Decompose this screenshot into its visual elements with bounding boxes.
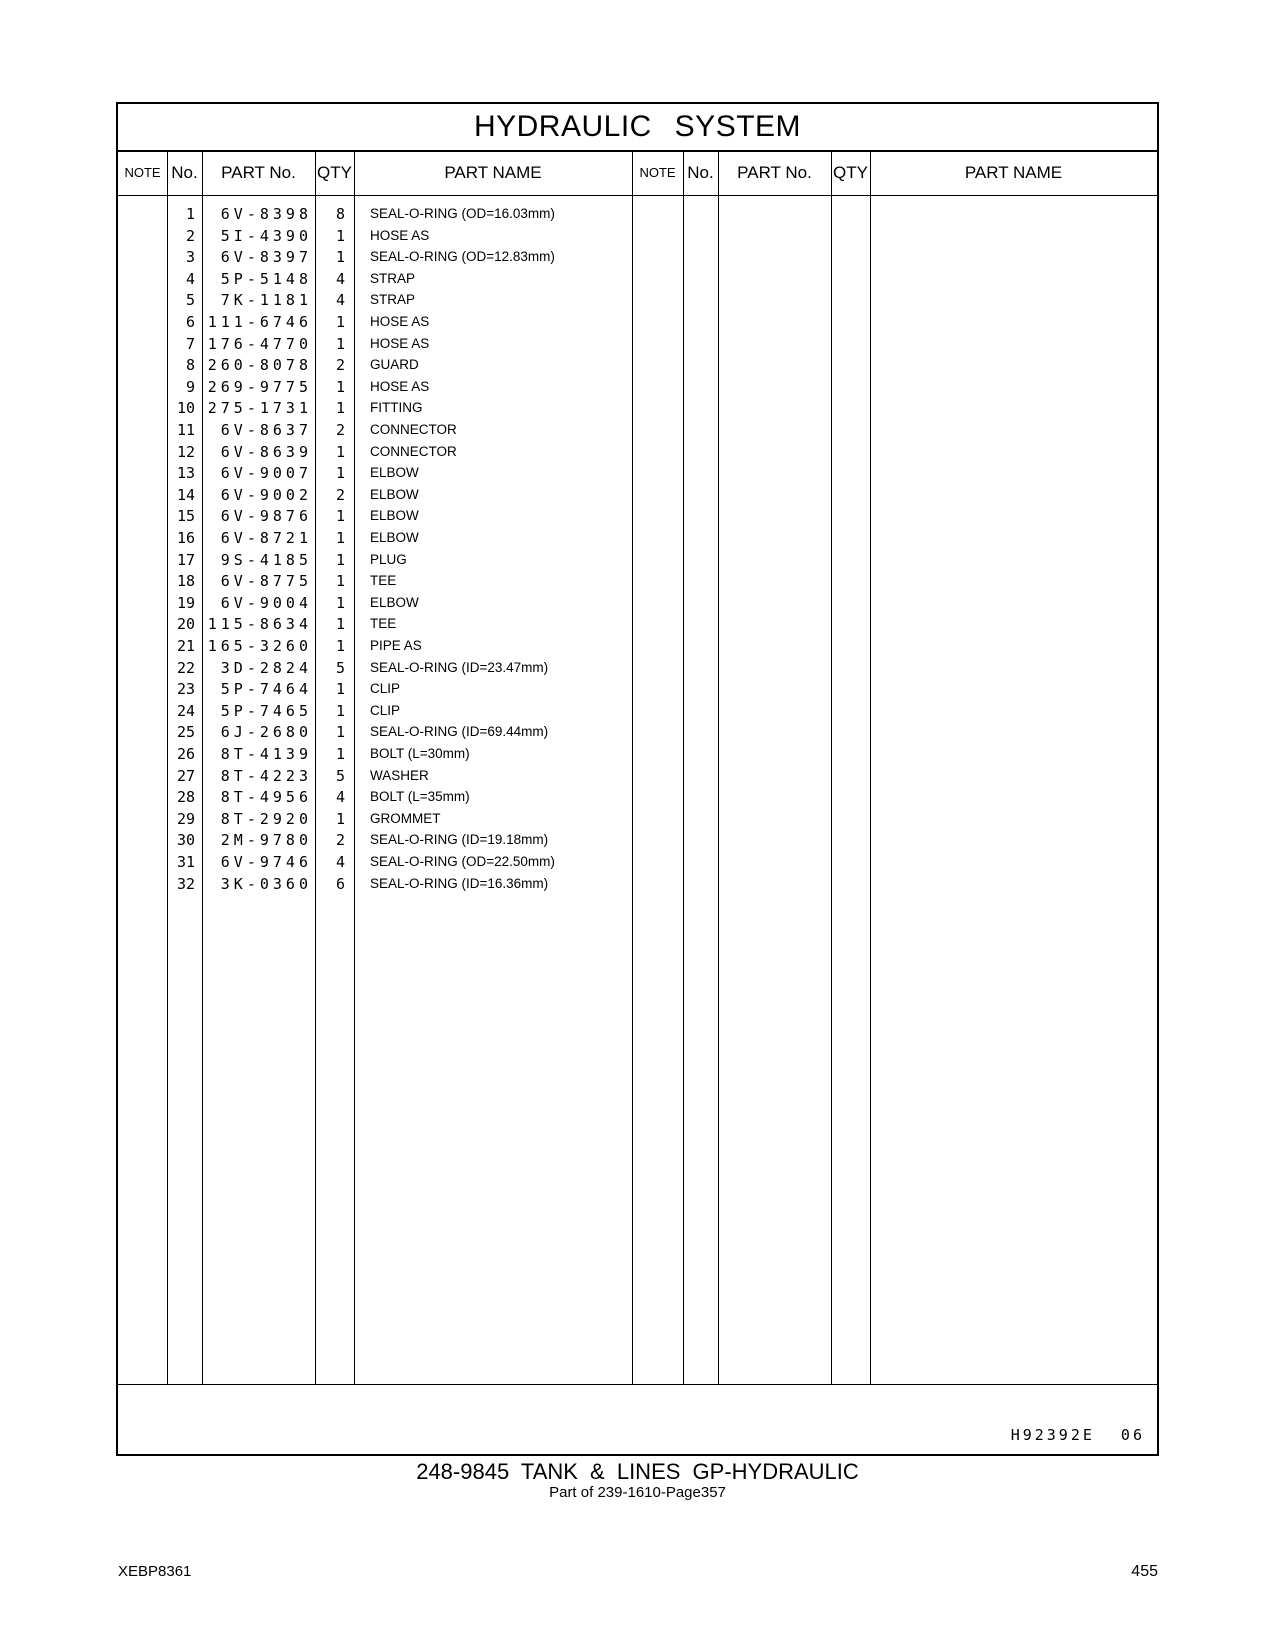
figure-code: H92392E 06 xyxy=(1010,1426,1145,1444)
part-number-index: 11 xyxy=(176,421,195,439)
part-number-index: 10 xyxy=(176,399,195,418)
part-name: BOLT (L=35mm) xyxy=(370,789,470,805)
part-number-index: 17 xyxy=(176,550,195,569)
part-name: HOSE AS xyxy=(370,378,430,394)
part-quantity: 2 xyxy=(335,356,345,375)
part-name: CLIP xyxy=(370,702,401,718)
part-name: PLUG xyxy=(370,551,407,567)
part-quantity: 1 xyxy=(335,313,345,331)
part-number-index: 12 xyxy=(176,442,195,461)
part-number: 6V-8398 xyxy=(220,205,312,223)
part-quantity: 2 xyxy=(335,831,345,850)
part-quantity: 4 xyxy=(335,788,345,807)
parts-row xyxy=(118,505,632,527)
part-name: SEAL-O-RING (OD=16.03mm) xyxy=(370,206,555,221)
part-number: 3D-2824 xyxy=(220,658,312,677)
section-title: HYDRAULIC SYSTEM xyxy=(118,104,1157,152)
parts-row xyxy=(118,462,632,484)
part-number-index: 8 xyxy=(185,356,195,375)
part-name: GUARD xyxy=(370,357,419,373)
parts-row xyxy=(118,786,632,808)
parts-row xyxy=(118,484,632,506)
header-qty-right: QTY xyxy=(833,163,868,182)
part-quantity: 1 xyxy=(335,248,345,267)
part-quantity: 5 xyxy=(335,766,345,785)
page-number: 455 xyxy=(1131,1563,1158,1580)
part-number: 6V-9876 xyxy=(220,507,312,526)
part-name: WASHER xyxy=(370,767,429,783)
part-number-index: 6 xyxy=(185,313,195,331)
part-name: ELBOW xyxy=(370,508,419,524)
part-quantity: 1 xyxy=(335,745,345,763)
part-number-index: 18 xyxy=(176,572,195,591)
parts-row xyxy=(118,592,632,614)
part-number: 275-1731 xyxy=(207,399,312,418)
part-quantity: 1 xyxy=(335,334,345,353)
part-number: 111-6746 xyxy=(207,313,312,331)
part-quantity: 2 xyxy=(335,485,345,504)
part-number: 6V-8775 xyxy=(220,572,312,591)
part-quantity: 1 xyxy=(335,572,345,591)
part-name: GROMMET xyxy=(370,810,441,826)
parts-row xyxy=(118,225,632,247)
part-quantity: 1 xyxy=(335,701,345,720)
part-name: CLIP xyxy=(370,681,401,697)
parts-row xyxy=(118,203,632,225)
table-bottom-rule xyxy=(118,1384,1157,1385)
part-number: 165-3260 xyxy=(207,637,312,655)
part-number-index: 7 xyxy=(185,334,195,353)
part-number: 8T-4139 xyxy=(220,745,312,763)
column-divider xyxy=(870,150,871,1384)
part-name: BOLT (L=30mm) xyxy=(370,746,470,761)
part-number: 6V-8397 xyxy=(220,248,312,267)
part-number: 6V-9004 xyxy=(220,593,312,612)
header-part-name: PART NAME xyxy=(444,163,542,182)
parts-row xyxy=(118,397,632,419)
part-number-index: 30 xyxy=(176,831,195,850)
part-name: ELBOW xyxy=(370,530,419,545)
part-quantity: 1 xyxy=(335,593,345,612)
part-quantity: 1 xyxy=(335,399,345,418)
part-number-index: 24 xyxy=(176,701,195,720)
parts-row xyxy=(118,419,632,441)
part-number: 6V-9746 xyxy=(220,853,312,871)
header-qty: QTY xyxy=(317,163,352,182)
part-number-index: 32 xyxy=(176,874,195,893)
parts-row xyxy=(118,743,632,765)
part-number: 3K-0360 xyxy=(220,874,312,893)
header-rule xyxy=(118,195,1157,196)
part-quantity: 1 xyxy=(335,377,345,396)
part-quantity: 1 xyxy=(335,507,345,526)
part-number-index: 19 xyxy=(176,593,195,612)
header-part-no: PART No. xyxy=(221,163,296,182)
part-number: 6V-9002 xyxy=(220,485,312,504)
parts-row xyxy=(118,246,632,268)
part-number: 176-4770 xyxy=(207,334,312,353)
group-caption: 248-9845 TANK & LINES GP-HYDRAULIC xyxy=(416,1459,859,1484)
header-part-name-right: PART NAME xyxy=(964,163,1063,182)
part-name: HOSE AS xyxy=(370,314,430,329)
part-name: STRAP xyxy=(370,292,416,308)
part-name: HOSE AS xyxy=(370,227,430,243)
part-quantity: 1 xyxy=(335,637,345,655)
part-quantity: 1 xyxy=(335,615,345,634)
parts-row xyxy=(118,851,632,873)
part-quantity: 1 xyxy=(335,680,345,699)
part-number-index: 27 xyxy=(176,766,195,785)
part-number-index: 23 xyxy=(176,680,195,699)
part-number-index: 20 xyxy=(176,615,195,634)
part-quantity: 5 xyxy=(335,658,345,677)
part-quantity: 6 xyxy=(335,874,345,893)
part-quantity: 2 xyxy=(335,421,345,439)
part-number: 260-8078 xyxy=(207,356,312,375)
parts-row xyxy=(118,527,632,549)
part-number-index: 14 xyxy=(176,485,195,504)
part-quantity: 4 xyxy=(335,853,345,871)
part-number-index: 4 xyxy=(185,269,195,288)
parts-row xyxy=(118,700,632,722)
header-note-right: NOTE xyxy=(639,165,676,180)
parts-row xyxy=(118,570,632,592)
part-quantity: 1 xyxy=(335,464,345,483)
part-number: 115-8634 xyxy=(207,615,312,634)
part-name: CONNECTOR xyxy=(370,443,457,459)
parts-row xyxy=(118,268,632,290)
part-number-index: 5 xyxy=(185,291,195,310)
part-number: 8T-4223 xyxy=(220,766,312,785)
part-quantity: 8 xyxy=(335,205,345,223)
parts-row xyxy=(118,721,632,743)
part-number-index: 21 xyxy=(176,637,195,655)
header-no: No. xyxy=(171,163,198,182)
part-number-index: 2 xyxy=(185,226,195,245)
header-no-right: No. xyxy=(687,163,714,182)
part-number-index: 25 xyxy=(176,723,195,742)
parts-row xyxy=(118,873,632,895)
header-note: NOTE xyxy=(124,165,161,180)
part-quantity: 1 xyxy=(335,723,345,742)
parts-row xyxy=(118,289,632,311)
part-name: FITTING xyxy=(370,400,423,416)
part-quantity: 1 xyxy=(335,442,345,461)
parts-row xyxy=(118,311,632,333)
part-name: SEAL-O-RING (ID=69.44mm) xyxy=(370,724,549,740)
part-name: ELBOW xyxy=(370,465,419,481)
part-number-index: 3 xyxy=(185,248,195,267)
parts-row xyxy=(118,829,632,851)
part-number-index: 1 xyxy=(185,205,195,223)
part-number: 2M-9780 xyxy=(220,831,312,850)
part-name: SEAL-O-RING (ID=16.36mm) xyxy=(370,875,549,891)
part-number: 6V-8721 xyxy=(220,529,312,547)
parts-row xyxy=(118,441,632,463)
column-divider xyxy=(831,150,832,1384)
parts-row xyxy=(118,808,632,830)
part-quantity: 4 xyxy=(335,269,345,288)
parts-row xyxy=(118,613,632,635)
part-name: SEAL-O-RING (OD=22.50mm) xyxy=(370,854,555,869)
part-name: CONNECTOR xyxy=(370,422,457,437)
column-divider xyxy=(718,150,719,1384)
parts-row xyxy=(118,635,632,657)
part-name: HOSE AS xyxy=(370,335,430,351)
part-name: ELBOW xyxy=(370,486,419,502)
part-number: 269-9775 xyxy=(207,377,312,396)
parts-row xyxy=(118,549,632,571)
part-number-index: 15 xyxy=(176,507,195,526)
parts-row xyxy=(118,765,632,787)
part-number-index: 26 xyxy=(176,745,195,763)
part-number: 5P-5148 xyxy=(220,269,312,288)
part-number-index: 31 xyxy=(176,853,195,871)
part-number-index: 13 xyxy=(176,464,195,483)
part-number: 5P-7464 xyxy=(220,680,312,699)
part-number: 5I-4390 xyxy=(220,226,312,245)
part-name: PIPE AS xyxy=(370,638,422,653)
part-name: STRAP xyxy=(370,270,416,286)
parts-row xyxy=(118,333,632,355)
part-number: 9S-4185 xyxy=(220,550,312,569)
part-name: SEAL-O-RING (OD=12.83mm) xyxy=(370,249,555,265)
part-number: 8T-2920 xyxy=(220,809,312,828)
parts-row xyxy=(118,657,632,679)
column-divider xyxy=(632,150,633,1384)
part-quantity: 1 xyxy=(335,529,345,547)
part-number: 6J-2680 xyxy=(220,723,312,742)
part-quantity: 1 xyxy=(335,809,345,828)
part-number: 7K-1181 xyxy=(220,291,312,310)
part-number: 6V-8637 xyxy=(220,421,312,439)
document-id: XEBP8361 xyxy=(118,1563,192,1580)
column-divider xyxy=(683,150,684,1384)
part-name: SEAL-O-RING (ID=23.47mm) xyxy=(370,659,549,675)
part-number: 6V-9007 xyxy=(220,464,312,483)
part-name: TEE xyxy=(370,616,397,632)
part-number: 6V-8639 xyxy=(220,442,312,461)
part-number: 8T-4956 xyxy=(220,788,312,807)
part-number-index: 22 xyxy=(176,658,195,677)
part-number-index: 28 xyxy=(176,788,195,807)
part-name: SEAL-O-RING (ID=19.18mm) xyxy=(370,832,549,848)
part-number: 5P-7465 xyxy=(220,701,312,720)
part-quantity: 1 xyxy=(335,550,345,569)
part-quantity: 1 xyxy=(335,226,345,245)
parts-table-frame xyxy=(116,102,1159,1456)
part-number-index: 16 xyxy=(176,529,195,547)
parts-row xyxy=(118,678,632,700)
header-part-no-right: PART No. xyxy=(737,163,812,182)
part-name: ELBOW xyxy=(370,594,419,610)
part-number-index: 29 xyxy=(176,809,195,828)
part-number-index: 9 xyxy=(185,377,195,396)
parts-row xyxy=(118,354,632,376)
part-name: TEE xyxy=(370,573,397,589)
group-subcaption: Part of 239-1610-Page357 xyxy=(549,1484,726,1501)
part-quantity: 4 xyxy=(335,291,345,310)
parts-row xyxy=(118,376,632,398)
